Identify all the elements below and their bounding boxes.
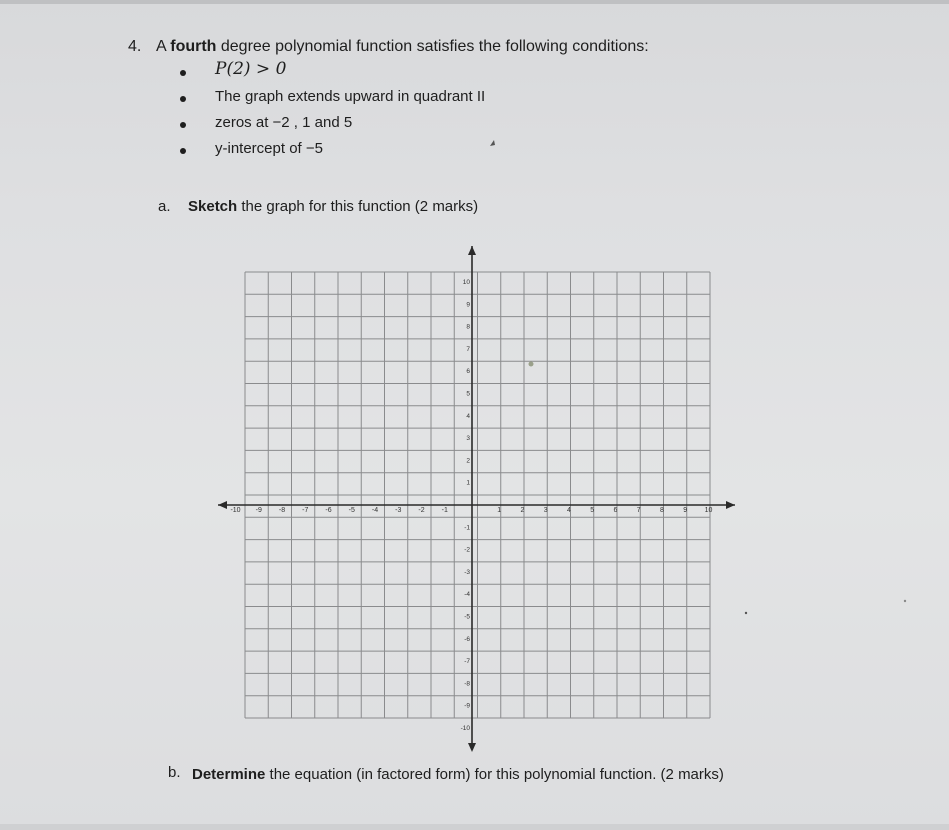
y-tick-label: 5 <box>466 390 470 398</box>
part-b-letter: b. <box>168 764 181 781</box>
pencil-speck <box>904 600 906 602</box>
part-a-bold: Sketch <box>188 198 238 215</box>
question-rest: degree polynomial function satisfies the following conditions: <box>216 38 649 55</box>
x-tick-label: 10 <box>704 507 713 514</box>
pencil-speck <box>490 140 495 146</box>
x-tick-label: -10 <box>230 507 241 514</box>
x-tick-label: -1 <box>441 507 448 514</box>
x-tick-label: -7 <box>302 507 309 514</box>
part-a-rest: the graph for this function (2 marks) <box>237 198 479 215</box>
part-b-instruction <box>192 766 724 783</box>
x-tick-label: 4 <box>567 507 571 514</box>
y-tick-label: -5 <box>464 613 470 621</box>
y-tick-label: -1 <box>464 524 470 532</box>
question-bold: fourth <box>170 38 217 55</box>
y-tick-label: 1 <box>466 479 470 487</box>
x-tick-label: -4 <box>371 507 379 514</box>
y-axis-arrow-down <box>468 743 476 752</box>
y-tick-label: -2 <box>464 546 470 554</box>
y-tick-label: -10 <box>460 725 470 732</box>
condition-text: zeros at −2 , 1 and 5 <box>215 114 353 131</box>
y-tick-label: 7 <box>466 345 470 353</box>
part-b-rest: the equation (in factored form) for this polynomial function. (2 marks) <box>265 766 724 783</box>
x-tick-label: -8 <box>278 507 286 514</box>
x-tick-label: 1 <box>497 507 502 514</box>
x-tick-label: -2 <box>418 507 425 514</box>
condition-text: y-intercept of −5 <box>215 140 323 157</box>
x-tick-label: 8 <box>660 507 664 514</box>
y-tick-label: -4 <box>464 591 470 599</box>
pencil-speck <box>529 362 534 367</box>
x-tick-label: -6 <box>325 507 332 514</box>
x-tick-label: -5 <box>348 507 355 514</box>
y-tick-label: 10 <box>462 279 470 286</box>
y-tick-label: -8 <box>464 680 470 688</box>
x-axis-arrow-right <box>726 501 735 509</box>
x-tick-label: 6 <box>613 507 618 514</box>
y-tick-label: 9 <box>466 301 470 309</box>
condition-text: P(2) > 0 <box>215 59 287 79</box>
part-b-bold: Determine <box>192 766 266 783</box>
x-tick-label: 9 <box>683 507 688 514</box>
y-axis-arrow-up <box>468 246 476 255</box>
x-tick-label: -3 <box>395 507 402 514</box>
x-tick-label: 2 <box>520 507 525 514</box>
part-a-letter: a. <box>158 198 171 215</box>
y-tick-label: -7 <box>464 658 470 666</box>
y-tick-label: 2 <box>466 457 470 465</box>
y-tick-label: 3 <box>466 435 470 443</box>
question-prefix: A <box>156 38 171 55</box>
y-tick-label: 6 <box>466 368 470 376</box>
pencil-speck <box>745 612 747 614</box>
y-tick-label: 4 <box>466 412 470 420</box>
x-tick-label: 3 <box>543 507 548 514</box>
x-tick-label: 5 <box>590 507 595 514</box>
x-tick-label: 7 <box>636 507 641 514</box>
bottom-edge <box>0 824 949 830</box>
y-tick-label: -6 <box>464 635 470 643</box>
x-tick-label: -9 <box>255 507 262 514</box>
y-tick-label: -9 <box>464 702 470 710</box>
y-tick-label: 8 <box>466 323 470 331</box>
question-number: 4. <box>128 38 142 55</box>
condition-text: The graph extends upward in quadrant II <box>215 88 486 105</box>
y-tick-label: -3 <box>464 568 470 576</box>
x-axis-arrow-left <box>218 501 227 509</box>
